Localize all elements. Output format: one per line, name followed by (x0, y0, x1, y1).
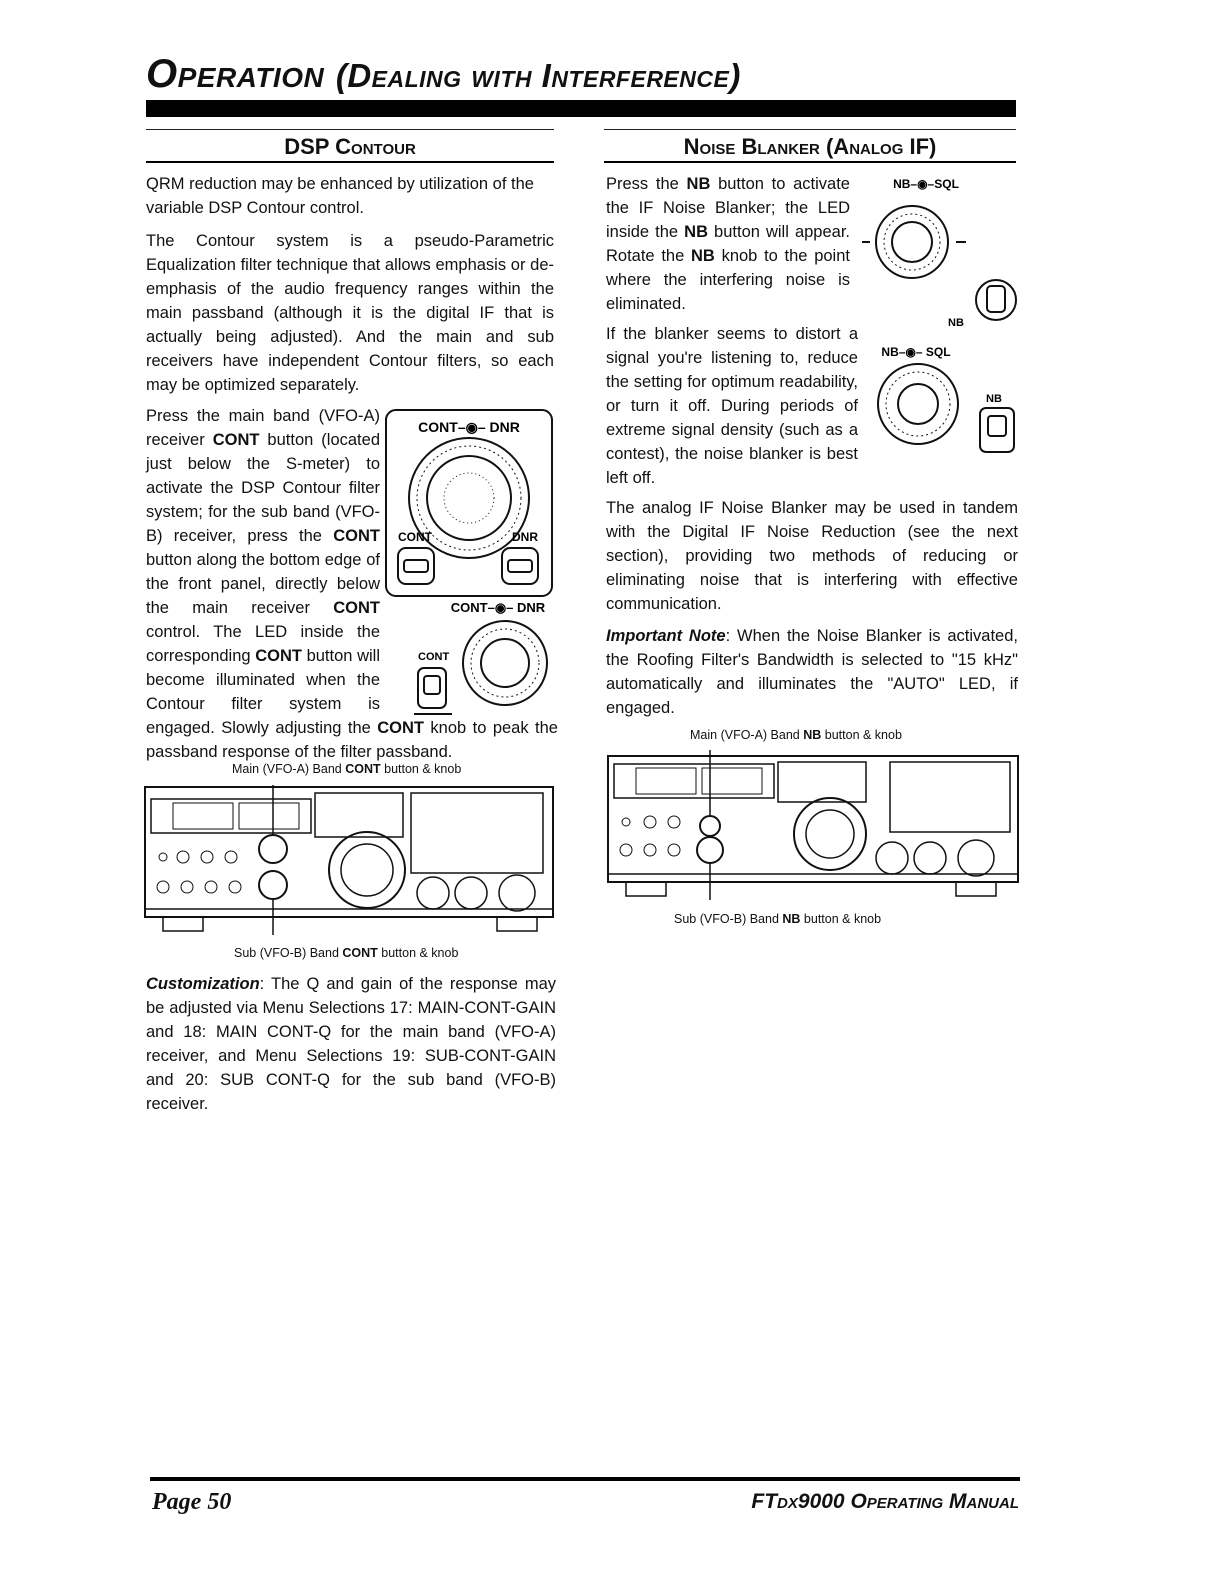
l3d: CONT (333, 527, 380, 545)
right-paragraph-1 (606, 172, 850, 316)
rcs-b: NB (782, 912, 801, 926)
l3k: knob to peak the passband response of the filter passband. (146, 719, 558, 761)
rfig2-nb-label: NB (986, 393, 1002, 405)
l3c: button (located just below the S-meter) to activate the DSP Contour filter system; for the sub band (VFO-B) receiver, press the (146, 431, 380, 545)
rcs-c: button & knob (800, 912, 882, 926)
rcm-b: NB (803, 728, 822, 742)
l3g: control. The LED inside the corresponding (146, 623, 380, 665)
l3e: button along the bottom edge of the front panel, directly below the main receiver (146, 551, 380, 617)
rfig1-nb-label: NB (948, 317, 964, 329)
left-caption-main (232, 762, 461, 777)
nb-knob-figure-2 (862, 342, 1022, 462)
l3a: Press the main band (VFO-A) receiver (146, 407, 380, 449)
custom-label: Customization (146, 975, 260, 993)
note-text: : When the Noise Blanker is activated, the Roofing Filter's Bandwidth is selected to "15 kHz" automatically and illuminates the "AUTO" LED, if engaged. (606, 627, 1018, 717)
l3f: CONT (333, 599, 380, 617)
manual-title: FTdx9000 Operating Manual (751, 1490, 1019, 1513)
cont-dnr-knob-figure (384, 408, 554, 598)
l3i: button will become illuminated when the Contour filter system is engaged. Slowly adjusting the (146, 647, 380, 737)
left-heading-underline (146, 161, 554, 163)
cont-knob-figure (410, 598, 560, 720)
customization-paragraph (146, 972, 556, 1116)
left-paragraph-1: QRM reduction may be enhanced by utilization of the variable DSP Contour control. (146, 175, 534, 217)
right-section-heading: Noise Blanker (Analog IF) (683, 134, 937, 159)
radio-front-panel-right (606, 750, 1022, 900)
title-sub: (Dealing with Interference) (335, 57, 741, 94)
right-caption-sub (674, 912, 881, 927)
title-bar (146, 100, 1016, 117)
right-heading-top-rule (604, 129, 1016, 130)
lcs-a: Sub (VFO-B) Band (234, 946, 343, 960)
lcs-b: CONT (342, 946, 378, 960)
left-section-heading: DSP Contour (284, 134, 416, 159)
rcm-c: button & knob (821, 728, 902, 742)
custom-text: : The Q and gain of the response may be adjusted via Menu Selections 17: MAIN-CONT-GAIN and 18: MAIN CONT-Q for the main band (VFO-A) receiver, and Menu Selections 19: SUB-CONT-GAIN and 20: SUB CONT-Q for the sub band (VFO-B) receiver. (146, 975, 556, 1113)
fig1-top-label: CONT–◉– DNR (418, 419, 520, 435)
footer-bar (150, 1477, 1020, 1481)
rfig1-top-label: NB–◉–SQL (893, 177, 959, 191)
r1d: NB (684, 223, 708, 241)
lcm-b: CONT (345, 762, 381, 776)
page-number: Page 50 (152, 1489, 232, 1515)
r1a: Press the (606, 175, 687, 193)
r1f: NB (691, 247, 715, 265)
radio-front-panel-left (143, 785, 555, 935)
nb-knob-figure-1 (856, 172, 1022, 332)
fig2-top-label: CONT–◉– DNR (450, 600, 546, 615)
r1c: button to activate the IF Noise Blanker; the LED inside the (606, 175, 850, 241)
l3j: CONT (377, 719, 424, 737)
rfig2-top-label: NB–◉– SQL (881, 345, 951, 359)
lcm-a: Main (VFO-A) Band (232, 762, 346, 776)
lcs-c: button & knob (377, 946, 459, 960)
r1b: NB (686, 175, 711, 193)
fig1-dnr-label: DNR (512, 530, 538, 544)
fig1-cont-label: CONT (398, 530, 432, 544)
title-main: Operation (146, 52, 325, 96)
rcs-a: Sub (VFO-B) Band (674, 912, 783, 926)
left-heading-top-rule (146, 129, 554, 130)
l3b: CONT (212, 431, 260, 449)
l3h: CONT (255, 647, 302, 665)
left-caption-sub (234, 946, 458, 961)
rcm-a: Main (VFO-A) Band (690, 728, 804, 742)
important-note (606, 624, 1018, 720)
right-paragraph-3: The analog IF Noise Blanker may be used in tandem with the Digital IF Noise Reduction (see the next section), providing two methods of reducing or eliminating noise that is interfering with effective communication. (606, 499, 1018, 613)
r1e: button will appear. Rotate the (606, 223, 850, 265)
right-heading-underline (604, 161, 1016, 163)
lcm-c: button & knob (380, 762, 462, 776)
right-caption-main (690, 728, 902, 743)
left-paragraph-2: The Contour system is a pseudo-Parametric Equalization filter technique that allows emphasis or de-emphasis of the audio frequency ranges within the main passband (although it is the digital IF that is actually being adjusted). And the main and sub receivers have independent Contour filters, so each may be optimized separately. (146, 232, 554, 394)
page-title (146, 50, 1026, 100)
note-label: Important Note (606, 627, 726, 645)
r1g: knob to the point where the interfering noise is eliminated. (606, 247, 850, 313)
right-paragraph-2: If the blanker seems to distort a signal you're listening to, reduce the setting for optimum readability, or turn it off. During periods of extreme signal density (such as a contest), the noise blanker is best left off. (606, 325, 858, 487)
fig2-cont-label: CONT (418, 651, 450, 663)
